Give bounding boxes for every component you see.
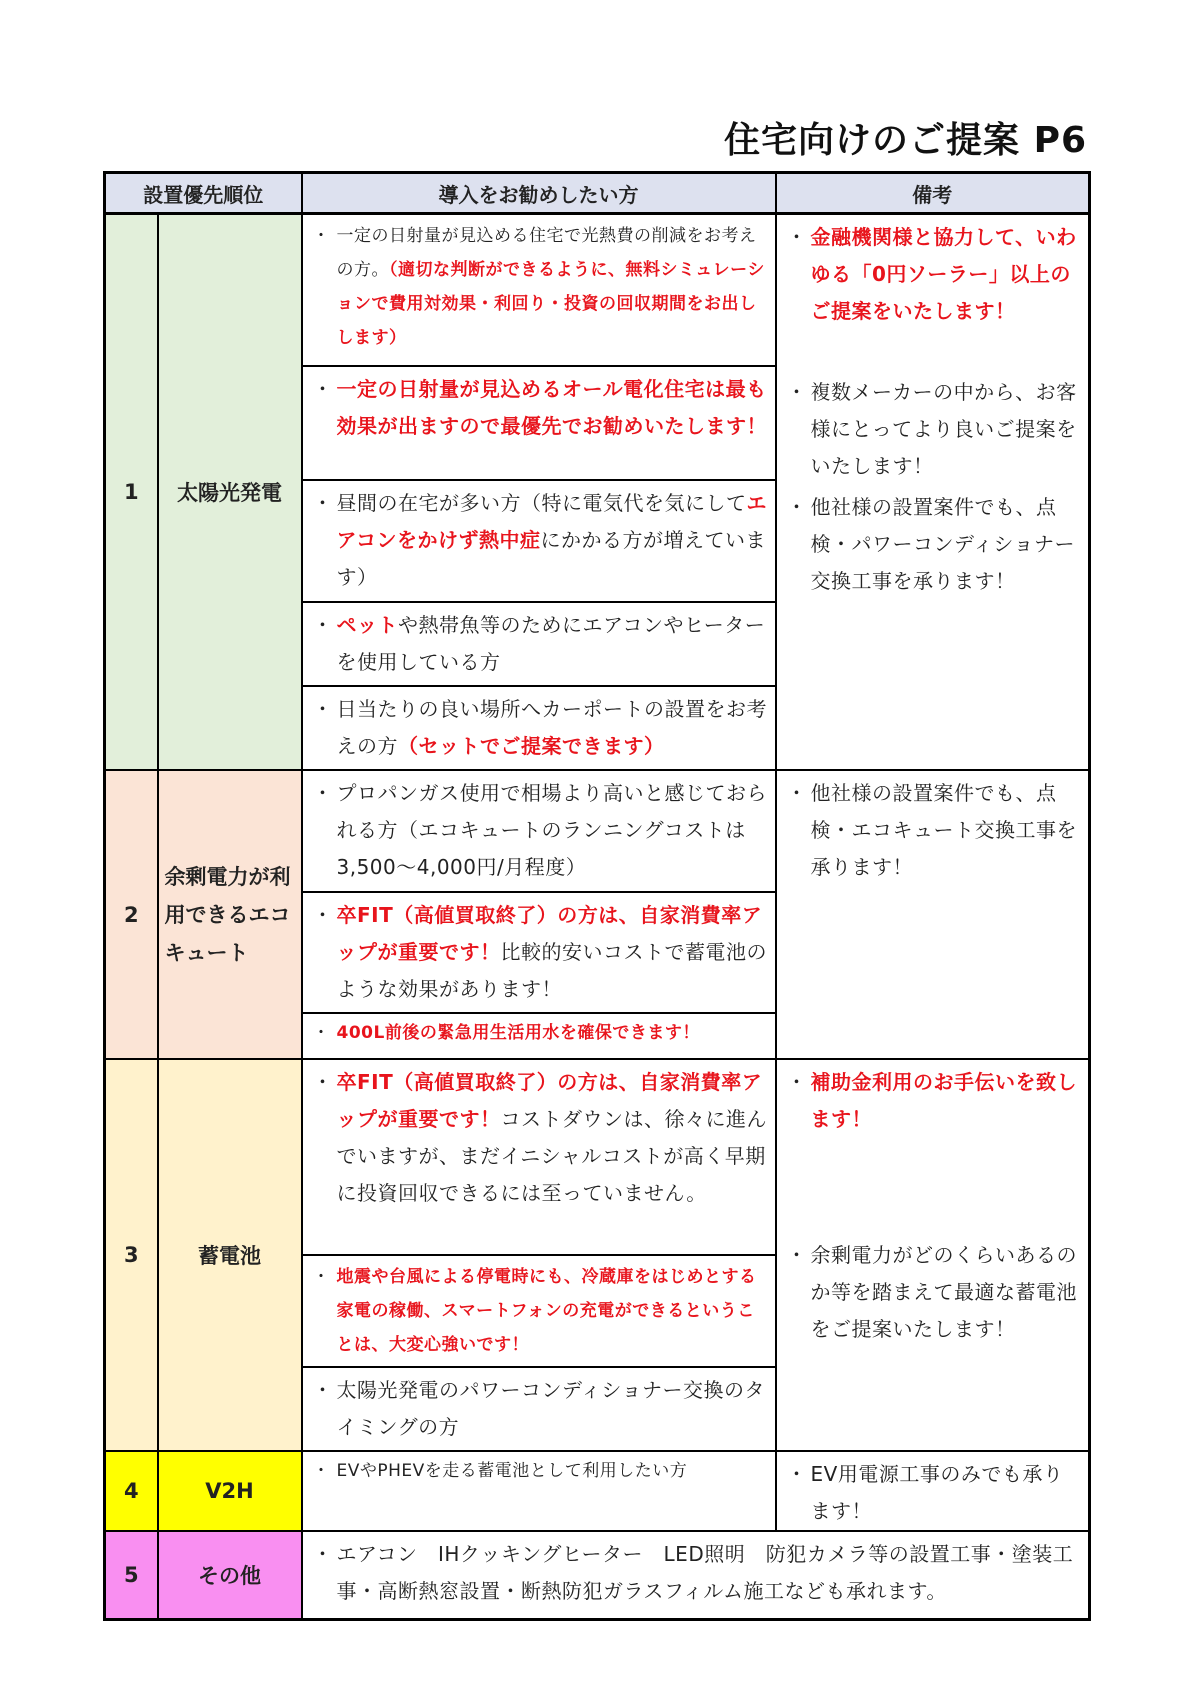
header-notes: 備考 (776, 173, 1090, 214)
header-priority: 設置優先順位 (105, 173, 302, 214)
recommend-item: ・ 卒FIT（高値買取終了）の方は、自家消費率アップが重要です！コストダウンは、徐々に進んでいますが、まだイニシャルコストが高く早期に投資回収できるには至っていません。 (302, 1059, 776, 1255)
note-item: ・ 複数メーカーの中から、お客様にとってより良いご提案をいたします！ (786, 380, 1077, 478)
table-row (105, 214, 1090, 367)
recommend-item: ・ エアコン IHクッキングヒーター LED照明 防犯カメラ等の設置工事・塗装工事・高断熱窓設置・断熱防犯ガラスフィルム施工なども承れます。 (302, 1531, 1090, 1620)
priority-number: 1 (105, 214, 158, 771)
header-recommend: 導入をお勧めしたい方 (302, 173, 776, 214)
category-label: V2H (158, 1451, 302, 1531)
recommend-item: ・ ペットや熱帯魚等のためにエアコンやヒーターを使用している方 (302, 602, 776, 686)
priority-number: 2 (105, 770, 158, 1059)
recommend-item: ・ 一定の日射量が見込めるオール電化住宅は最も効果が出ますので最優先でお勧めいたします！ (302, 366, 776, 480)
page-title: 住宅向けのご提案 P6 (724, 120, 1087, 161)
priority-number: 3 (105, 1059, 158, 1451)
category-label: 余剰電力が利用できるエコキュート (158, 770, 302, 1059)
priority-number: 4 (105, 1451, 158, 1531)
priority-number: 5 (105, 1531, 158, 1620)
note-item: ・ 他社様の設置案件でも、点検・パワーコンディショナー交換工事を承ります！ (786, 495, 1075, 593)
recommend-item: ・ 地震や台風による停電時にも、冷蔵庫をはじめとする家電の稼働、スマートフォンの充電ができるということは、大変心強いです！ (302, 1255, 776, 1367)
recommend-item: ・ 卒FIT（高値買取終了）の方は、自家消費率アップが重要です！比較的安いコストで蓄電池のような効果があります！ (302, 892, 776, 1013)
notes-cell (776, 1059, 1090, 1451)
note-item: ・ EV用電源工事のみでも承ります！ (786, 1462, 1064, 1523)
recommend-item: ・ 400L前後の緊急用生活用水を確保できます！ (302, 1013, 776, 1059)
proposal-table (103, 171, 1091, 1621)
recommend-item: ・ 日当たりの良い場所へカーポートの設置をお考えの方（セットでご提案できます） (302, 686, 776, 770)
notes-cell (776, 770, 1090, 1059)
note-item: ・ 補助金利用のお手伝いを致します！ (786, 1070, 1077, 1131)
category-label: 太陽光発電 (158, 214, 302, 771)
table-header-row (105, 173, 1090, 214)
recommend-item: ・ EVやPHEVを走る蓄電池として利用したい方 (302, 1451, 776, 1531)
note-item: ・ 余剰電力がどのくらいあるのか等を踏まえて最適な蓄電池をご提案いたします！ (786, 1243, 1077, 1341)
notes-cell (776, 1451, 1090, 1531)
category-label: 蓄電池 (158, 1059, 302, 1451)
recommend-item: ・ 太陽光発電のパワーコンディショナー交換のタイミングの方 (302, 1367, 776, 1451)
table-row (105, 1531, 1090, 1620)
recommend-item: ・ プロパンガス使用で相場より高いと感じておられる方（エコキュートのランニングコストは3,500～4,000円/月程度） (302, 770, 776, 892)
category-label: その他 (158, 1531, 302, 1620)
table-row (105, 1451, 1090, 1531)
note-item: ・ 金融機関様と協力して、いわゆる「0円ソーラー」以上のご提案をいたします！ (786, 225, 1077, 323)
recommend-item: ・ 昼間の在宅が多い方（特に電気代を気にしてエアコンをかけず熱中症にかかる方が増えています） (302, 480, 776, 602)
table-row (105, 1059, 1090, 1255)
note-item: ・ 他社様の設置案件でも、点検・エコキュート交換工事を承ります！ (786, 781, 1077, 879)
notes-cell (776, 214, 1090, 771)
table-row (105, 770, 1090, 892)
recommend-item: ・ 一定の日射量が見込める住宅で光熱費の削減をお考えの方。（適切な判断ができるように、無料シミュレーションで費用対効果・利回り・投資の回収期間をお出しします） (302, 214, 776, 367)
